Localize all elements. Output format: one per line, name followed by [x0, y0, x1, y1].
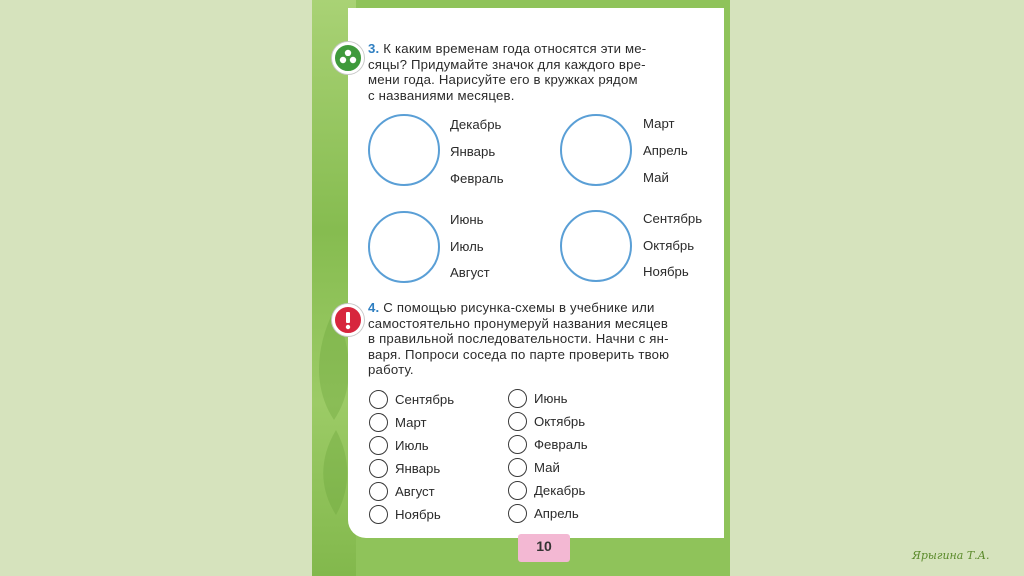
month-label: Август — [450, 265, 490, 280]
task-4-line-2: самостоятельно пронумеруй названия месяцев — [368, 315, 669, 331]
task-4-text — [368, 300, 728, 378]
month-label: Август — [395, 484, 435, 499]
task-3-line-3: мени года. Нарисуйте его в кружках рядом — [368, 72, 638, 88]
month-label: Январь — [450, 144, 496, 159]
month-label: Май — [643, 170, 669, 185]
number-circle[interactable] — [369, 482, 388, 501]
number-circle[interactable] — [508, 481, 527, 500]
task-4-number: 4. — [368, 300, 380, 315]
number-circle[interactable] — [508, 504, 527, 523]
season-circle-winter[interactable] — [368, 114, 440, 186]
month-label: Октябрь — [643, 238, 695, 253]
month-label: Декабрь — [534, 483, 586, 498]
number-circle[interactable] — [508, 389, 527, 408]
season-circle-autumn[interactable] — [560, 210, 632, 282]
exclamation-icon — [332, 304, 364, 336]
number-circle[interactable] — [369, 505, 388, 524]
month-label: Октябрь — [534, 414, 586, 429]
task-3-text — [368, 41, 723, 103]
number-circle[interactable] — [508, 458, 527, 477]
number-circle[interactable] — [369, 459, 388, 478]
page-number: 10 — [536, 538, 552, 554]
task-4-line-4: варя. Попроси соседа по парте проверить твою — [368, 346, 670, 362]
number-circle[interactable] — [508, 412, 527, 431]
month-label: Сентябрь — [643, 211, 703, 226]
month-label: Январь — [395, 461, 441, 476]
task-3-line-1: 3. К каким временам года относятся эти ме- — [368, 41, 647, 56]
number-circle[interactable] — [508, 435, 527, 454]
month-label: Декабрь — [450, 117, 502, 132]
month-label: Сентябрь — [395, 392, 455, 407]
month-label: Май — [534, 460, 560, 475]
month-label: Ноябрь — [643, 264, 689, 279]
month-label: Июль — [395, 438, 429, 453]
season-circle-summer[interactable] — [368, 211, 440, 283]
month-label: Ноябрь — [395, 507, 441, 522]
month-label: Апрель — [643, 143, 688, 158]
month-label: Июнь — [450, 212, 484, 227]
month-label: Июнь — [534, 391, 568, 406]
task-4-line-1: 4. С помощью рисунка-схемы в учебнике или — [368, 300, 655, 315]
season-circle-spring[interactable] — [560, 114, 632, 186]
author-signature: Ярыгина Т.А. — [912, 549, 990, 562]
number-circle[interactable] — [369, 413, 388, 432]
number-circle[interactable] — [369, 436, 388, 455]
month-label: Март — [643, 116, 675, 131]
task-3-number: 3. — [368, 41, 380, 56]
task-3-line-2: сяцы? Придумайте значок для каждого вре- — [368, 56, 646, 72]
month-label: Июль — [450, 239, 484, 254]
month-label: Февраль — [450, 171, 504, 186]
flower-icon — [332, 42, 364, 74]
task-3-line-4: с названиями месяцев. — [368, 87, 515, 103]
month-label: Март — [395, 415, 427, 430]
number-circle[interactable] — [369, 390, 388, 409]
month-label: Февраль — [534, 437, 588, 452]
month-label: Апрель — [534, 506, 579, 521]
task-4-line-3: в правильной последовательности. Начни с ян- — [368, 331, 669, 347]
task-4-line-5: работу. — [368, 362, 414, 378]
